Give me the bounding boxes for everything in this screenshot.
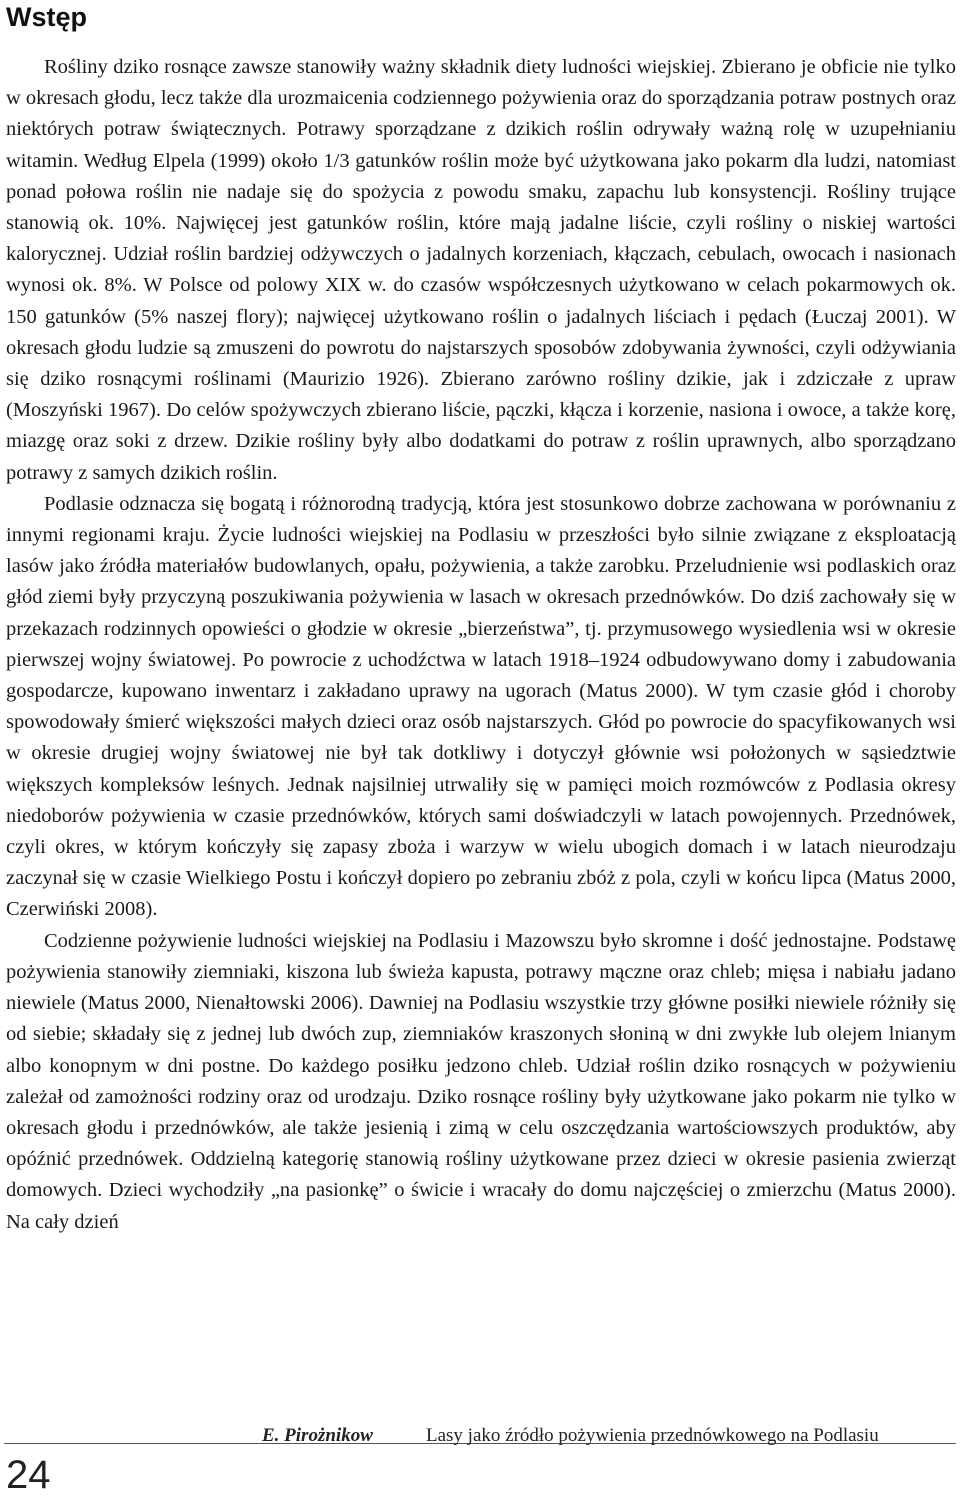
page-number: 24 bbox=[6, 1453, 51, 1497]
paragraph-1: Rośliny dziko rosnące zawsze stanowiły ważny składnik diety ludności wiejskiej. Zbierano je obficie nie tylko w okresach głodu, lecz także dla urozmaicenia codziennego pożywienia oraz do sporządzania potraw postnych oraz niektórych potraw świątecznych. Potrawy sporządzane z dzikich roślin odrywały ważną rolę w uzupełnianiu witamin. Według Elpela (1999) około 1/3 gatunków roślin może być użytkowana jako pokarm dla ludzi, natomiast ponad połowa roślin nie nadaje się do spożycia z powodu smaku, zapachu lub konsystencji. Rośliny trujące stanowią ok. 10%. Najwięcej jest gatunków roślin, które mają jadalne liście, czyli rośliny o niskiej wartości kalorycznej. Udział roślin bardziej odżywczych o jadalnych korzeniach, kłączach, cebulach, owocach i nasionach wynosi ok. 8%. W Polsce od polowy XIX w. do czasów współczesnych użytkowano w celach pokarmowych ok. 150 gatunków (5% naszej flory); najwięcej użytkowano roślin o jadalnych liściach i pędach (Łuczaj 2001). W okresach głodu ludzie są zmuszeni do powrotu do najstarszych sposobów zdobywania żywności, czyli odżywiania się dziko rosnącymi roślinami (Maurizio 1926). Zbierano zarówno rośliny dzikie, jak i zdziczałe z upraw (Moszyński 1967). Do celów spożywczych zbierano liście, pączki, kłącza i korzenie, nasiona i owoce, a także korę, miazgę oraz soki z drzew. Dzikie rośliny były albo dodatkami do potraw z roślin uprawnych, albo sporządzano potrawy z samych dzikich roślin. bbox=[6, 56, 956, 484]
paragraph-2: Podlasie odznacza się bogatą i różnorodną tradycją, która jest stosunkowo dobrze zachowana w porównaniu z innymi regionami kraju. Życie ludności wiejskiej na Podlasiu w przeszłości było silnie związane z eksploatacją lasów jako źródła materiałów budowlanych, opału, pożywienia, a także zarobku. Przeludnienie wsi podlaskich oraz głód ziemi były przyczyną poszukiwania pożywienia w lasach w okresach przednówków. Do dziś zachowały się w przekazach rodzinnych opowieści o głodzie w okresie „bierzeństwa”, tj. przymusowego wysiedlenia wsi w okresie pierwszej wojny światowej. Po powrocie z uchodźctwa w latach 1918–1924 odbudowywano domy i zabudowania gospodarcze, kupowano inwentarz i zakładano uprawy na ugorach (Matus 2000). W tym czasie głód i choroby spowodowały śmierć większości małych dzieci oraz osób najstarszych. Głód po powrocie do spacyfikowanych wsi w okresie drugiej wojny światowej nie był tak dotkliwy i dotyczył głównie wsi położonych w sąsiedztwie większych kompleksów leśnych. Jednak najsilniej utrwaliły się w pamięci moich rozmówców z Podlasia okresy niedoborów pożywienia w czasie przednówków, których sami doświadczyli w latach powojennych. Przednówek, czyli okres, w którym kończyły się zapasy zboża i warzyw w wielu ubogich domach i w latach nieurodzaju zaczynał się w czasie Wielkiego Postu i kończył dopiero po zebraniu zbóż z pola, czyli w końcu lipca (Matus 2000, Czerwiński 2008). bbox=[6, 492, 956, 921]
body-text bbox=[6, 52, 956, 1238]
paragraph-3: Codzienne pożywienie ludności wiejskiej na Podlasiu i Mazowszu było skromne i dość jednostajne. Podstawę pożywienia stanowiły ziemniaki, kiszona lub świeża kapusta, potrawy mączne oraz chleb; mięsa i nabiału jadano niewiele (Matus 2000, Nienałtowski 2006). Dawniej na Podlasiu wszystkie trzy główne posiłki niewiele różniły się od siebie; składały się z jednej lub dwóch zup, ziemniaków kraszonych słoniną w dni zwykłe lub olejem lnianym albo konopnym w dni postne. Do każdego posiłku jedzono chleb. Udział roślin dziko rosnących w pożywieniu zależał od zamożności rodziny oraz od urodzaju. Dziko rosnące rośliny były użytkowane jako pokarm nie tylko w okresach głodu i przednówków, ale także jesienią i zimą w celu oszczędzania wartościowszych produktów, aby opóźnić przednówek. Oddzielną kategorię stanowią rośliny użytkowane przez dzieci w okresie pasienia zwierząt domowych. Dzieci wychodziły „na pasionkę” o świcie i wracały do domu najczęściej o zmierzchu (Matus 2000). Na cały dzień bbox=[6, 929, 956, 1233]
section-heading: Wstęp bbox=[6, 2, 87, 32]
footer-author: E. Pirożnikow bbox=[262, 1425, 373, 1446]
footer-title: Lasy jako źródło pożywienia przednówkowego na Podlasiu bbox=[426, 1425, 879, 1446]
